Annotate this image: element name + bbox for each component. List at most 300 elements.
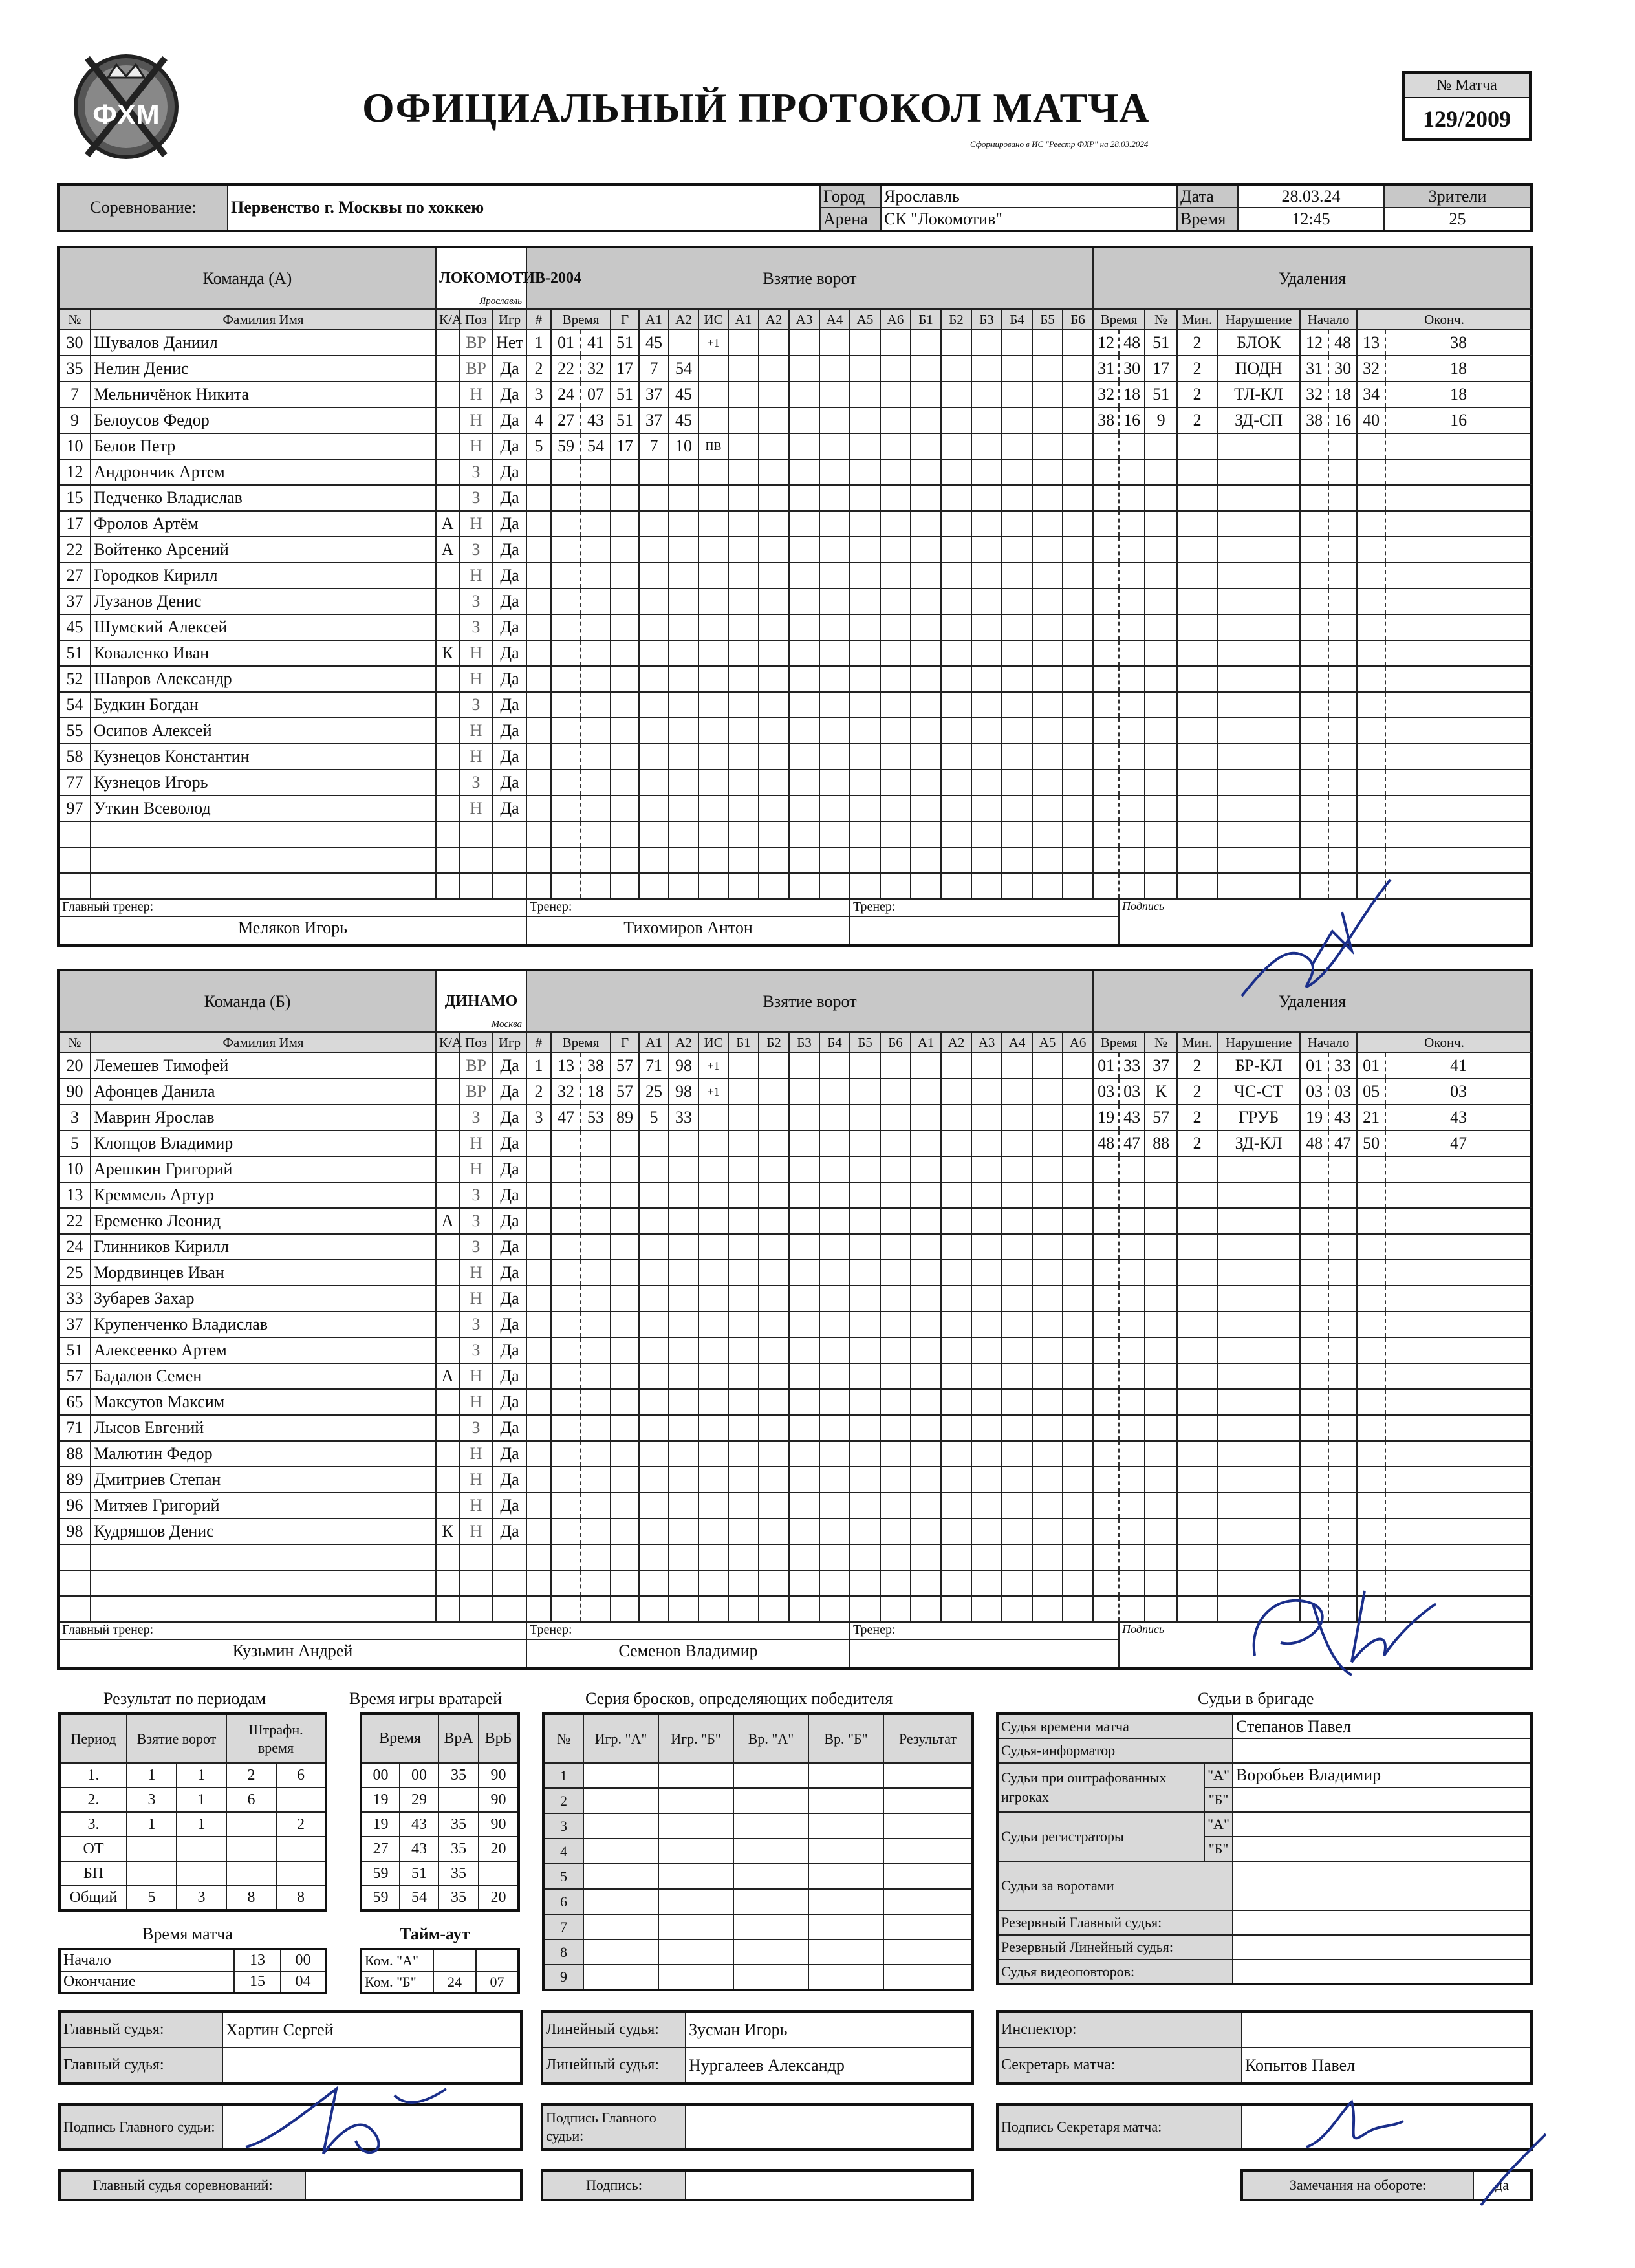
penalty-end-min bbox=[1357, 1337, 1385, 1363]
goal-number bbox=[526, 640, 551, 666]
goal-number bbox=[526, 821, 551, 847]
document-title: ОФИЦИАЛЬНЫЙ ПРОТОКОЛ МАТЧА bbox=[362, 85, 1150, 131]
player-row bbox=[58, 1518, 1532, 1544]
onice-cell bbox=[759, 770, 789, 795]
goals-header: Взятие ворот bbox=[526, 970, 1093, 1032]
penalty-end-sec bbox=[1385, 1363, 1532, 1389]
player-row bbox=[58, 563, 1532, 589]
onice-cell bbox=[880, 1544, 911, 1570]
onice-cell bbox=[971, 1337, 1002, 1363]
goalie-b: 20 bbox=[479, 1837, 519, 1861]
onice-cell bbox=[819, 1105, 850, 1130]
penalty-end-sec: 18 bbox=[1385, 356, 1532, 382]
onice-cell bbox=[759, 459, 789, 485]
goal-assist-2 bbox=[669, 1467, 698, 1493]
player-role bbox=[436, 485, 459, 511]
goal-minute: 22 bbox=[551, 356, 581, 382]
penalty-violation bbox=[1217, 1544, 1300, 1570]
goal-situation bbox=[698, 1389, 728, 1415]
player-row bbox=[58, 1363, 1532, 1389]
onice-cell bbox=[819, 744, 850, 770]
onice-cell bbox=[1002, 1518, 1032, 1544]
onice-cell bbox=[1032, 692, 1063, 718]
goal-minute bbox=[551, 537, 581, 563]
player-position: Н bbox=[459, 640, 493, 666]
shootout-cell bbox=[658, 1965, 733, 1990]
onice-cell bbox=[819, 1312, 850, 1337]
onice-cell bbox=[911, 382, 941, 407]
onice-cell bbox=[880, 744, 911, 770]
competition-label: Соревнование: bbox=[58, 184, 228, 231]
penalty-start-min bbox=[1300, 821, 1328, 847]
onice-cell bbox=[971, 640, 1002, 666]
col-pen-end: Оконч. bbox=[1357, 309, 1532, 330]
onice-cell bbox=[971, 382, 1002, 407]
onice-cell bbox=[759, 1493, 789, 1518]
goal-scorer bbox=[611, 1441, 639, 1467]
penalty-start-sec bbox=[1328, 485, 1357, 511]
shootout-cell bbox=[658, 1788, 733, 1813]
onice-cell bbox=[789, 1105, 819, 1130]
onice-cell bbox=[911, 1156, 941, 1182]
team-a-section bbox=[57, 246, 1530, 947]
period-row bbox=[60, 1812, 326, 1837]
onice-cell bbox=[819, 1337, 850, 1363]
goalie-row bbox=[361, 1763, 519, 1787]
remarks-signature bbox=[1475, 2128, 1552, 2212]
onice-cell bbox=[819, 1053, 850, 1079]
player-position bbox=[459, 1570, 493, 1596]
team-label: Команда (Б) bbox=[58, 970, 436, 1032]
onice-cell bbox=[971, 485, 1002, 511]
player-number bbox=[58, 873, 91, 899]
onice-cell bbox=[819, 1544, 850, 1570]
city-value: Ярославль bbox=[881, 184, 1177, 208]
onice-cell bbox=[1032, 666, 1063, 692]
penalty-end-sec bbox=[1385, 1208, 1532, 1234]
penalties-header: Удаления bbox=[1093, 970, 1532, 1032]
shootout-cell bbox=[658, 1864, 733, 1889]
onice-cell bbox=[941, 1156, 971, 1182]
shootout-cell bbox=[808, 1914, 883, 1939]
goal-number: 4 bbox=[526, 407, 551, 433]
penalty-end-sec bbox=[1385, 1337, 1532, 1363]
goal-assist-2 bbox=[669, 511, 698, 537]
onice-cell bbox=[850, 1415, 880, 1441]
penalty-violation bbox=[1217, 433, 1300, 459]
onice-cell bbox=[759, 1234, 789, 1260]
onice-cell bbox=[1002, 873, 1032, 899]
penalty-end-sec bbox=[1385, 821, 1532, 847]
penalty-second: 43 bbox=[1119, 1105, 1145, 1130]
shootout-cell bbox=[658, 1889, 733, 1914]
goal-number bbox=[526, 537, 551, 563]
goal-assist-1 bbox=[639, 770, 669, 795]
goal-minute bbox=[551, 640, 581, 666]
penalty-minutes bbox=[1177, 847, 1217, 873]
goal-scorer bbox=[611, 537, 639, 563]
goal-assist-1 bbox=[639, 1312, 669, 1337]
onice-cell bbox=[1063, 1234, 1093, 1260]
penalty-start-sec bbox=[1328, 614, 1357, 640]
player-number: 9 bbox=[58, 407, 91, 433]
penalty-second bbox=[1119, 1493, 1145, 1518]
reserve-main-label: Резервный Главный судья: bbox=[997, 1910, 1233, 1935]
document-subtitle: Сформировано в ИС "Реестр ФХР" на 28.03.2024 bbox=[970, 139, 1149, 149]
onice-cell bbox=[850, 821, 880, 847]
onice-cell bbox=[1002, 1415, 1032, 1441]
goal-number bbox=[526, 1441, 551, 1467]
onice-cell bbox=[1002, 1312, 1032, 1337]
penalty-player bbox=[1145, 692, 1177, 718]
onice-cell bbox=[971, 1053, 1002, 1079]
goal-assist-1 bbox=[639, 563, 669, 589]
goal-situation: ПВ bbox=[698, 433, 728, 459]
onice-cell bbox=[728, 770, 759, 795]
player-role: К bbox=[436, 1518, 459, 1544]
onice-cell bbox=[971, 1312, 1002, 1337]
time-label: Время bbox=[1177, 208, 1238, 231]
onice-cell bbox=[850, 1544, 880, 1570]
player-position: Н bbox=[459, 1441, 493, 1467]
goal-assist-1: 71 bbox=[639, 1053, 669, 1079]
penalty-player: 17 bbox=[1145, 356, 1177, 382]
penalty-second bbox=[1119, 1208, 1145, 1234]
onice-cell bbox=[941, 1182, 971, 1208]
goal-minute bbox=[551, 1441, 581, 1467]
penalty-second: 33 bbox=[1119, 1053, 1145, 1079]
player-position: З bbox=[459, 1182, 493, 1208]
penalty-judges-label: Судьи при оштрафованных игроках bbox=[997, 1763, 1204, 1812]
shootout-cell bbox=[808, 1889, 883, 1914]
player-role bbox=[436, 1493, 459, 1518]
penalty-player bbox=[1145, 821, 1177, 847]
coach-name: Семенов Владимир bbox=[527, 1639, 849, 1661]
onice-cell bbox=[789, 1363, 819, 1389]
goal-scorer: 17 bbox=[611, 356, 639, 382]
onice-cell bbox=[789, 433, 819, 459]
onice-cell bbox=[1032, 1079, 1063, 1105]
shootout-number: 5 bbox=[543, 1864, 583, 1889]
penalty-second bbox=[1119, 1286, 1145, 1312]
col-goal-5: ИС bbox=[698, 1032, 728, 1053]
period-goals-col: Взятие ворот bbox=[127, 1714, 226, 1763]
period-goals-a bbox=[127, 1861, 177, 1886]
penalty-minutes: 2 bbox=[1177, 1105, 1217, 1130]
goal-assist-2: 98 bbox=[669, 1053, 698, 1079]
col-onice: Б3 bbox=[971, 309, 1002, 330]
penalty-start-sec bbox=[1328, 718, 1357, 744]
player-role bbox=[436, 1234, 459, 1260]
onice-cell bbox=[1032, 1105, 1063, 1130]
onice-cell bbox=[1032, 1570, 1063, 1596]
goal-second bbox=[581, 770, 611, 795]
penalty-start-sec bbox=[1328, 1286, 1357, 1312]
penalty-end-sec bbox=[1385, 640, 1532, 666]
shootout-cell bbox=[883, 1889, 973, 1914]
goal-number bbox=[526, 1389, 551, 1415]
onice-cell bbox=[941, 1363, 971, 1389]
goal-situation bbox=[698, 1182, 728, 1208]
onice-cell bbox=[1002, 821, 1032, 847]
goal-situation bbox=[698, 1337, 728, 1363]
onice-cell bbox=[789, 485, 819, 511]
main-referee-label-2: Главный судья: bbox=[60, 2047, 222, 2084]
onice-cell bbox=[880, 407, 911, 433]
penalty-start-sec bbox=[1328, 1415, 1357, 1441]
goal-number: 3 bbox=[526, 1105, 551, 1130]
penalty-violation: БЛОК bbox=[1217, 330, 1300, 356]
onice-cell bbox=[759, 1337, 789, 1363]
penalty-minutes bbox=[1177, 1441, 1217, 1467]
penalty-start-sec: 48 bbox=[1328, 330, 1357, 356]
onice-cell bbox=[1063, 1312, 1093, 1337]
onice-cell bbox=[1063, 640, 1093, 666]
onice-cell bbox=[789, 1286, 819, 1312]
goal-situation bbox=[698, 873, 728, 899]
goal-assist-2: 54 bbox=[669, 356, 698, 382]
goalie-second: 51 bbox=[400, 1861, 439, 1886]
onice-cell bbox=[1002, 795, 1032, 821]
onice-cell bbox=[941, 666, 971, 692]
onice-cell bbox=[789, 459, 819, 485]
goal-assist-1 bbox=[639, 537, 669, 563]
penalty-minutes bbox=[1177, 718, 1217, 744]
onice-cell bbox=[971, 433, 1002, 459]
shootout-cell bbox=[583, 1889, 658, 1914]
player-name: Крупенченко Владислав bbox=[91, 1312, 436, 1337]
penalty-end-sec bbox=[1385, 1234, 1532, 1260]
goalie-minute: 00 bbox=[361, 1763, 400, 1787]
goal-scorer bbox=[611, 795, 639, 821]
player-number: 97 bbox=[58, 795, 91, 821]
onice-cell bbox=[728, 356, 759, 382]
onice-cell bbox=[1002, 485, 1032, 511]
goal-second bbox=[581, 718, 611, 744]
shootout-cell bbox=[658, 1939, 733, 1965]
onice-cell bbox=[971, 770, 1002, 795]
logo-text: ФХМ bbox=[92, 99, 160, 131]
onice-cell bbox=[759, 614, 789, 640]
penalty-start-sec bbox=[1328, 770, 1357, 795]
onice-cell bbox=[1032, 1441, 1063, 1467]
penalty-minute bbox=[1093, 614, 1119, 640]
col-onice: Б5 bbox=[1032, 309, 1063, 330]
onice-cell bbox=[728, 1234, 759, 1260]
onice-cell bbox=[789, 1467, 819, 1493]
onice-cell bbox=[728, 1105, 759, 1130]
goal-second bbox=[581, 614, 611, 640]
onice-cell bbox=[819, 563, 850, 589]
player-role bbox=[436, 1182, 459, 1208]
onice-cell bbox=[941, 1286, 971, 1312]
onice-cell bbox=[789, 1079, 819, 1105]
shootout-row bbox=[543, 1839, 973, 1864]
timeout-a-sec bbox=[476, 1949, 519, 1971]
shootout-cell bbox=[733, 1939, 808, 1965]
coach-label: Тренер: bbox=[530, 1623, 572, 1637]
goal-number bbox=[526, 614, 551, 640]
penalty-minute bbox=[1093, 795, 1119, 821]
player-position: Н bbox=[459, 1363, 493, 1389]
penalty-start-min bbox=[1300, 1234, 1328, 1260]
player-row bbox=[58, 382, 1532, 407]
coach-2-cell bbox=[850, 1622, 1119, 1669]
onice-cell bbox=[850, 1286, 880, 1312]
penalty-second bbox=[1119, 821, 1145, 847]
player-position: З bbox=[459, 614, 493, 640]
onice-cell bbox=[971, 718, 1002, 744]
penalty-player bbox=[1145, 614, 1177, 640]
onice-cell bbox=[819, 1286, 850, 1312]
goal-number bbox=[526, 1182, 551, 1208]
onice-cell bbox=[911, 459, 941, 485]
goal-scorer bbox=[611, 485, 639, 511]
goal-scorer bbox=[611, 511, 639, 537]
goalie-row bbox=[361, 1812, 519, 1837]
goal-assist-2 bbox=[669, 537, 698, 563]
player-name: Шавров Александр bbox=[91, 666, 436, 692]
period-name: 1. bbox=[60, 1763, 127, 1787]
penalty-minutes bbox=[1177, 1570, 1217, 1596]
goal-number bbox=[526, 459, 551, 485]
player-played: Да bbox=[493, 433, 526, 459]
player-number: 37 bbox=[58, 1312, 91, 1337]
penalty-minutes bbox=[1177, 1493, 1217, 1518]
period-pen-b bbox=[276, 1861, 326, 1886]
onice-cell bbox=[1002, 1389, 1032, 1415]
penalty-violation bbox=[1217, 1467, 1300, 1493]
penalty-second: 48 bbox=[1119, 330, 1145, 356]
onice-cell bbox=[1002, 330, 1032, 356]
goal-assist-2 bbox=[669, 847, 698, 873]
penalty-player bbox=[1145, 433, 1177, 459]
penalty-violation: ЗД-КЛ bbox=[1217, 1130, 1300, 1156]
goal-situation bbox=[698, 511, 728, 537]
coach-cell bbox=[526, 1622, 850, 1669]
penalty-end-sec bbox=[1385, 1260, 1532, 1286]
date-label: Дата bbox=[1177, 184, 1238, 208]
goal-situation bbox=[698, 795, 728, 821]
goal-minute bbox=[551, 847, 581, 873]
onice-cell bbox=[819, 847, 850, 873]
col-name: Фамилия Имя bbox=[91, 1032, 436, 1053]
col-goal-3: А1 bbox=[639, 1032, 669, 1053]
penalty-end-sec bbox=[1385, 1182, 1532, 1208]
penalty-judge-a-tag: "А" bbox=[1204, 1763, 1233, 1787]
periods-table bbox=[58, 1712, 327, 1912]
onice-cell bbox=[911, 537, 941, 563]
period-row bbox=[60, 1837, 326, 1861]
player-name: Будкин Богдан bbox=[91, 692, 436, 718]
penalty-start-sec: 16 bbox=[1328, 407, 1357, 433]
penalty-start-min bbox=[1300, 1156, 1328, 1182]
timeout-b-min: 24 bbox=[433, 1971, 476, 1993]
onice-cell bbox=[880, 1130, 911, 1156]
goal-assist-2 bbox=[669, 744, 698, 770]
onice-cell bbox=[880, 1312, 911, 1337]
onice-cell bbox=[941, 692, 971, 718]
player-role bbox=[436, 1544, 459, 1570]
penalty-start-min bbox=[1300, 1441, 1328, 1467]
onice-cell bbox=[728, 795, 759, 821]
onice-cell bbox=[1002, 589, 1032, 614]
onice-cell bbox=[880, 1518, 911, 1544]
match-number-label: № Матча bbox=[1405, 74, 1529, 98]
goal-assist-1 bbox=[639, 1415, 669, 1441]
penalty-minute bbox=[1093, 459, 1119, 485]
penalty-end-sec: 03 bbox=[1385, 1079, 1532, 1105]
penalty-second bbox=[1119, 847, 1145, 873]
onice-cell bbox=[759, 330, 789, 356]
onice-cell bbox=[759, 1208, 789, 1234]
goal-number bbox=[526, 1518, 551, 1544]
onice-cell bbox=[1002, 770, 1032, 795]
penalty-violation bbox=[1217, 1260, 1300, 1286]
goal-second bbox=[581, 563, 611, 589]
penalty-judge-b-tag: "Б" bbox=[1204, 1787, 1233, 1812]
onice-cell bbox=[819, 873, 850, 899]
penalty-second bbox=[1119, 1596, 1145, 1622]
onice-cell bbox=[850, 382, 880, 407]
penalty-second bbox=[1119, 795, 1145, 821]
goal-assist-2 bbox=[669, 1415, 698, 1441]
onice-cell bbox=[971, 873, 1002, 899]
onice-cell bbox=[1002, 1570, 1032, 1596]
onice-cell bbox=[850, 459, 880, 485]
goal-number bbox=[526, 563, 551, 589]
onice-cell bbox=[1063, 770, 1093, 795]
penalty-player bbox=[1145, 1518, 1177, 1544]
onice-cell bbox=[728, 1208, 759, 1234]
head-coach-cell bbox=[58, 1622, 526, 1669]
onice-cell bbox=[1002, 563, 1032, 589]
col-play: Игр bbox=[493, 309, 526, 330]
onice-cell bbox=[728, 537, 759, 563]
onice-cell bbox=[911, 744, 941, 770]
player-number: 57 bbox=[58, 1363, 91, 1389]
onice-cell bbox=[971, 821, 1002, 847]
goal-assist-2 bbox=[669, 330, 698, 356]
goal-scorer bbox=[611, 1234, 639, 1260]
onice-cell bbox=[850, 1337, 880, 1363]
penalty-end-sec bbox=[1385, 718, 1532, 744]
penalty-end-sec: 47 bbox=[1385, 1130, 1532, 1156]
onice-cell bbox=[759, 1286, 789, 1312]
player-role bbox=[436, 847, 459, 873]
col-pos: Поз bbox=[459, 309, 493, 330]
goal-second bbox=[581, 821, 611, 847]
goal-scorer bbox=[611, 1596, 639, 1622]
penalty-judge-a: Воробьев Владимир bbox=[1233, 1763, 1532, 1787]
goal-scorer bbox=[611, 744, 639, 770]
player-position: Н bbox=[459, 1260, 493, 1286]
penalty-start-min bbox=[1300, 640, 1328, 666]
onice-cell bbox=[880, 1053, 911, 1079]
competition-referee-table bbox=[58, 2169, 523, 2201]
goalie-b-col: ВрБ bbox=[479, 1714, 519, 1763]
onice-cell bbox=[789, 1441, 819, 1467]
penalty-second bbox=[1119, 459, 1145, 485]
goal-minute bbox=[551, 718, 581, 744]
col-goal-4: А2 bbox=[669, 1032, 698, 1053]
player-position bbox=[459, 1544, 493, 1570]
onice-cell bbox=[1002, 1234, 1032, 1260]
period-goals-b bbox=[177, 1837, 226, 1861]
shootout-col: Вр. "А" bbox=[733, 1714, 808, 1763]
onice-cell bbox=[789, 873, 819, 899]
penalty-end-min bbox=[1357, 821, 1385, 847]
